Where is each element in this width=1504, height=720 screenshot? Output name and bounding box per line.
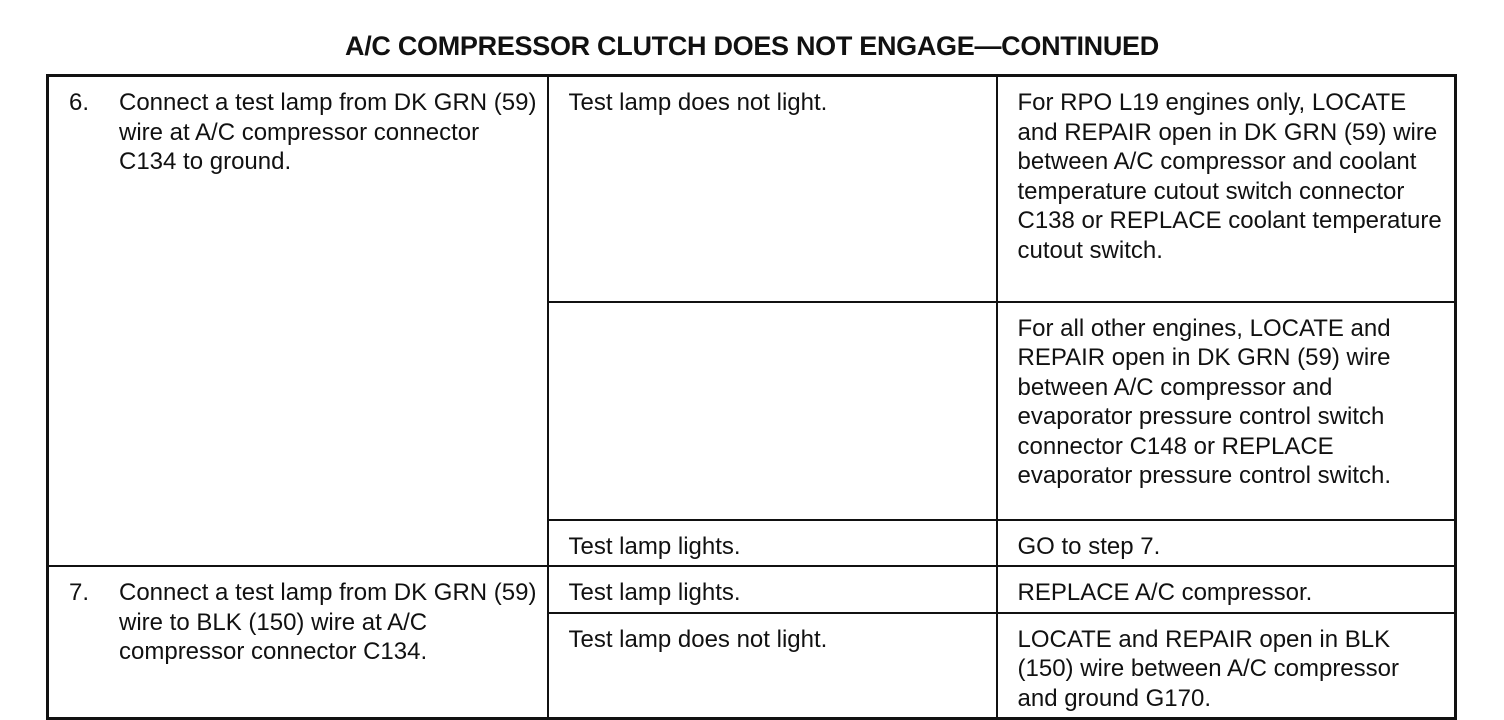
result-cell: Test lamp does not light.: [548, 613, 997, 719]
step-action: Connect a test lamp from DK GRN (59) wire at A/C compressor connector C134 to ground.: [119, 89, 537, 175]
action-cell: LOCATE and REPAIR open in BLK (150) wire between A/C compressor and ground G170.: [997, 613, 1456, 719]
table-row: [48, 566, 1456, 613]
step-action: Connect a test lamp from DK GRN (59) wire to BLK (150) wire at A/C compressor connector C134.: [119, 579, 537, 665]
page-title: A/C COMPRESSOR CLUTCH DOES NOT ENGAGE—CONTINUED: [345, 31, 1159, 61]
action-cell: For all other engines, LOCATE and REPAIR open in DK GRN (59) wire between A/C compressor and evaporator pressure control switch connector C148 or REPLACE evaporator pressure control switch.: [997, 302, 1456, 520]
result-cell: [548, 302, 997, 520]
step-number: 7.: [69, 579, 90, 606]
step-6-cell: [48, 76, 548, 567]
action-cell: GO to step 7.: [997, 520, 1456, 567]
step-7-cell: [48, 566, 548, 719]
result-cell: Test lamp lights.: [548, 566, 997, 613]
result-cell: Test lamp lights.: [548, 520, 997, 567]
action-cell: For RPO L19 engines only, LOCATE and REPAIR open in DK GRN (59) wire between A/C compressor and coolant temperature cutout switch connector C138 or REPLACE coolant temperature cutout switch.: [997, 76, 1456, 302]
step-number: 6.: [69, 89, 90, 116]
result-cell: Test lamp does not light.: [548, 76, 997, 302]
table-row: [48, 76, 1456, 302]
diagnostic-table: [46, 74, 1457, 720]
action-cell: REPLACE A/C compressor.: [997, 566, 1456, 613]
